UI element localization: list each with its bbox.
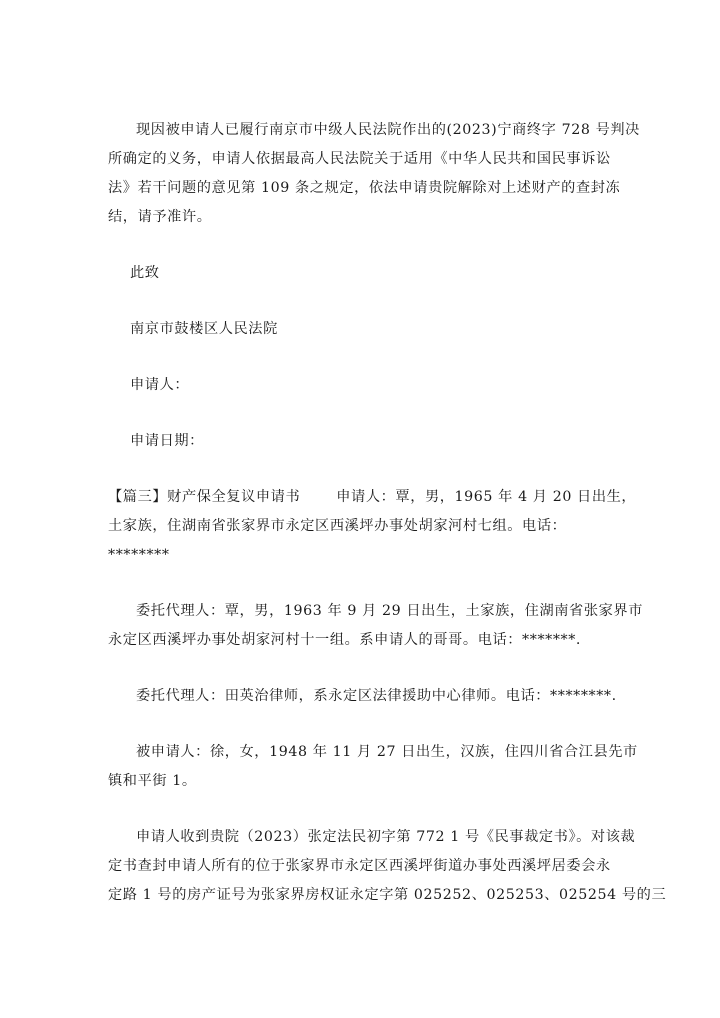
text-line: 申请人收到贵院（2023）张定法民初字第 772 1 号《民事裁定书》。对该裁 <box>136 829 636 845</box>
section-heading: 【篇三】财产保全复议申请书 <box>108 489 301 505</box>
application-date-label: 申请日期： <box>130 433 204 449</box>
paragraph-release-request <box>108 116 640 232</box>
section-three-intro <box>108 483 637 570</box>
text-line: 法》若干问题的意见第 109 条之规定，依法申请贵院解除对上述财产的查封冻 <box>108 180 621 196</box>
text-line: 被申请人：徐，女，1948 年 11 月 27 日出生，汉族，住四川省合江县先市 <box>136 744 638 760</box>
text-line: 结，请予准许。 <box>108 209 212 225</box>
text-line: 现因被申请人已履行南京市中级人民法院作出的(2023)宁商终字 728 号判决 <box>136 122 640 138</box>
text-line: 委托代理人：覃，男，1963 年 9 月 29 日出生，土家族，住湖南省张家界市 <box>136 603 643 619</box>
text-line: 所确定的义务，申请人依据最高人民法院关于适用《中华人民共和国民事诉讼 <box>108 151 611 167</box>
text-line: 镇和平街 1。 <box>108 773 197 789</box>
ruling-paragraph <box>108 823 667 910</box>
text-line: 定书查封申请人所有的位于张家界市永定区西溪坪街道办事处西溪坪居委会永 <box>108 858 611 874</box>
applicant-info: 申请人：覃，男，1965 年 4 月 20 日出生， <box>336 489 637 505</box>
court-name: 南京市鼓楼区人民法院 <box>130 321 278 337</box>
salutation: 此致 <box>130 265 160 281</box>
phone-masked: ******** <box>108 547 170 563</box>
text-line: 定路 1 号的房产证号为张家界房权证永定字第 025252、025253、025254 号的三 <box>108 887 667 903</box>
text-line: 土家族，住湖南省张家界市永定区西溪坪办事处胡家河村七组。电话： <box>108 518 567 534</box>
applicant-signature-label: 申请人： <box>130 377 190 393</box>
respondent-paragraph <box>108 738 638 796</box>
text-line: 委托代理人：田英治律师，系永定区法律援助中心律师。电话：********. <box>136 688 617 704</box>
agent-one-paragraph <box>108 597 643 655</box>
document-body <box>108 116 667 937</box>
text-line: 永定区西溪坪办事处胡家河村十一组。系申请人的哥哥。电话：*******. <box>108 632 582 648</box>
section-heading-line <box>108 483 637 512</box>
agent-two-paragraph <box>108 682 617 711</box>
